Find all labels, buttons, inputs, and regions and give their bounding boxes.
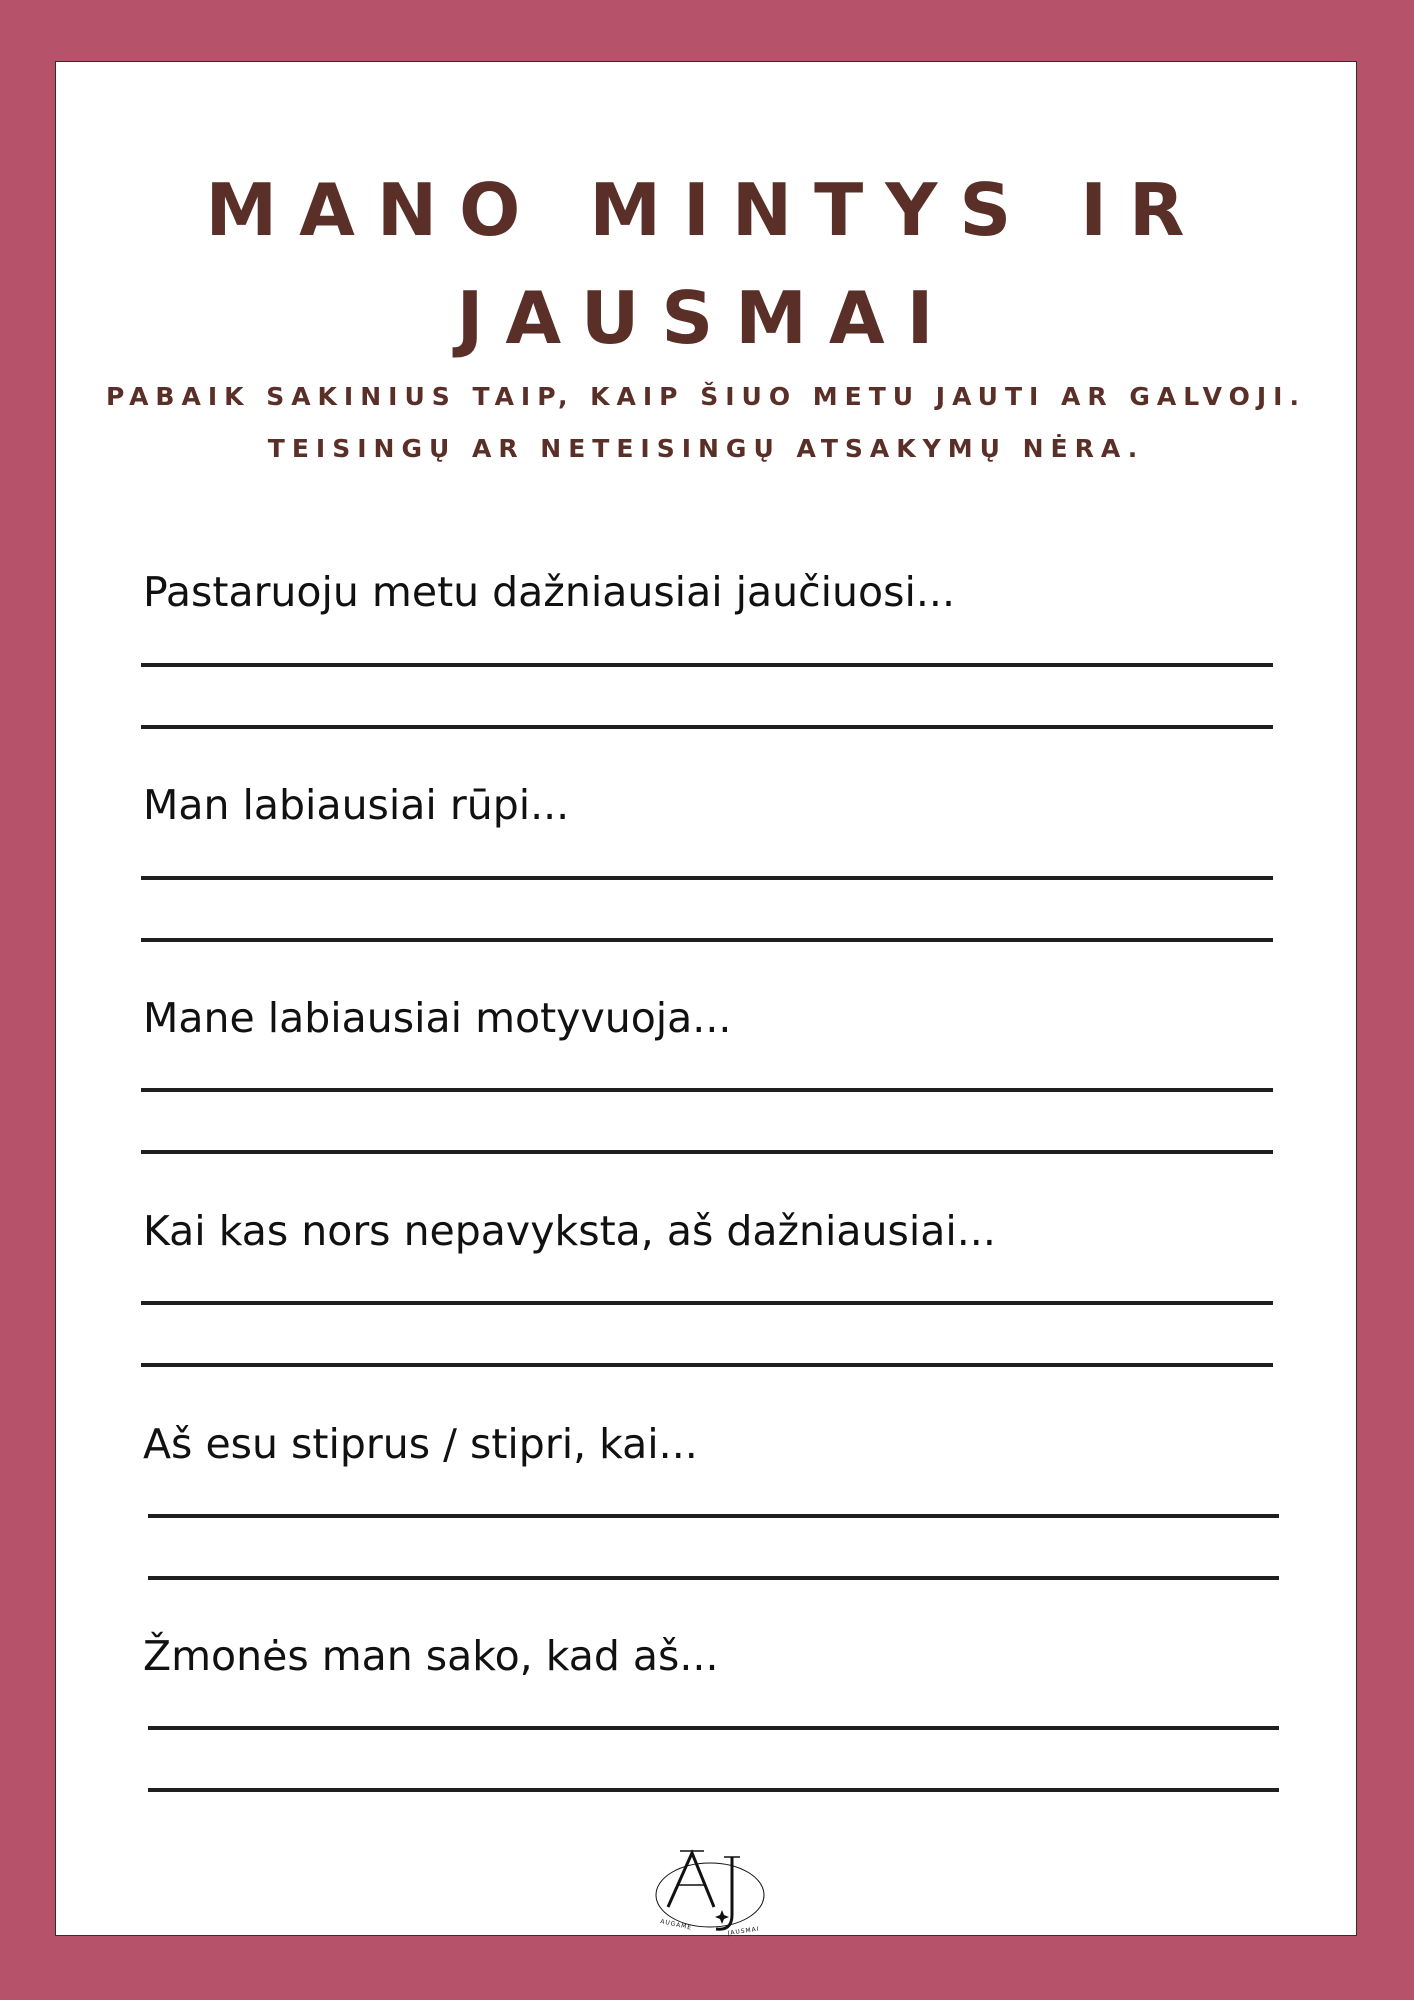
answer-line-4b[interactable] bbox=[141, 1363, 1273, 1367]
instructions-line-2: TEISINGŲ AR NETEISINGŲ ATSAKYMŲ NĖRA. bbox=[267, 434, 1145, 463]
svg-text:JAUSMAI: JAUSMAI bbox=[727, 1925, 760, 1937]
answer-line-3b[interactable] bbox=[141, 1150, 1273, 1154]
prompt-2: Man labiausiai rūpi... bbox=[143, 781, 570, 829]
answer-line-5b[interactable] bbox=[148, 1576, 1279, 1580]
brand-logo-icon bbox=[650, 1845, 780, 1940]
answer-line-2b[interactable] bbox=[141, 938, 1273, 942]
prompt-4: Kai kas nors nepavyksta, aš dažniausiai... bbox=[143, 1207, 996, 1255]
answer-line-4a[interactable] bbox=[141, 1301, 1273, 1305]
answer-line-6b[interactable] bbox=[148, 1788, 1279, 1792]
page-title-line-1: MANO MINTYS IR bbox=[205, 168, 1207, 252]
prompt-1: Pastaruoju metu dažniausiai jaučiuosi... bbox=[143, 568, 955, 616]
page-title-line-2: JAUSMAI bbox=[456, 276, 956, 360]
instructions-line-1: PABAIK SAKINIUS TAIP, KAIP ŠIUO METU JAUTI AR GALVOJI. bbox=[106, 382, 1306, 411]
prompt-6: Žmonės man sako, kad aš... bbox=[143, 1632, 719, 1680]
answer-line-3a[interactable] bbox=[141, 1088, 1273, 1092]
prompt-5: Aš esu stiprus / stipri, kai... bbox=[143, 1420, 698, 1468]
answer-line-2a[interactable] bbox=[141, 876, 1273, 880]
prompt-3: Mane labiausiai motyvuoja... bbox=[143, 994, 732, 1042]
answer-line-1a[interactable] bbox=[141, 663, 1273, 667]
svg-text:AUGAME: AUGAME bbox=[659, 1918, 693, 1932]
answer-line-6a[interactable] bbox=[148, 1726, 1279, 1730]
answer-line-1b[interactable] bbox=[141, 725, 1273, 729]
answer-line-5a[interactable] bbox=[148, 1514, 1279, 1518]
